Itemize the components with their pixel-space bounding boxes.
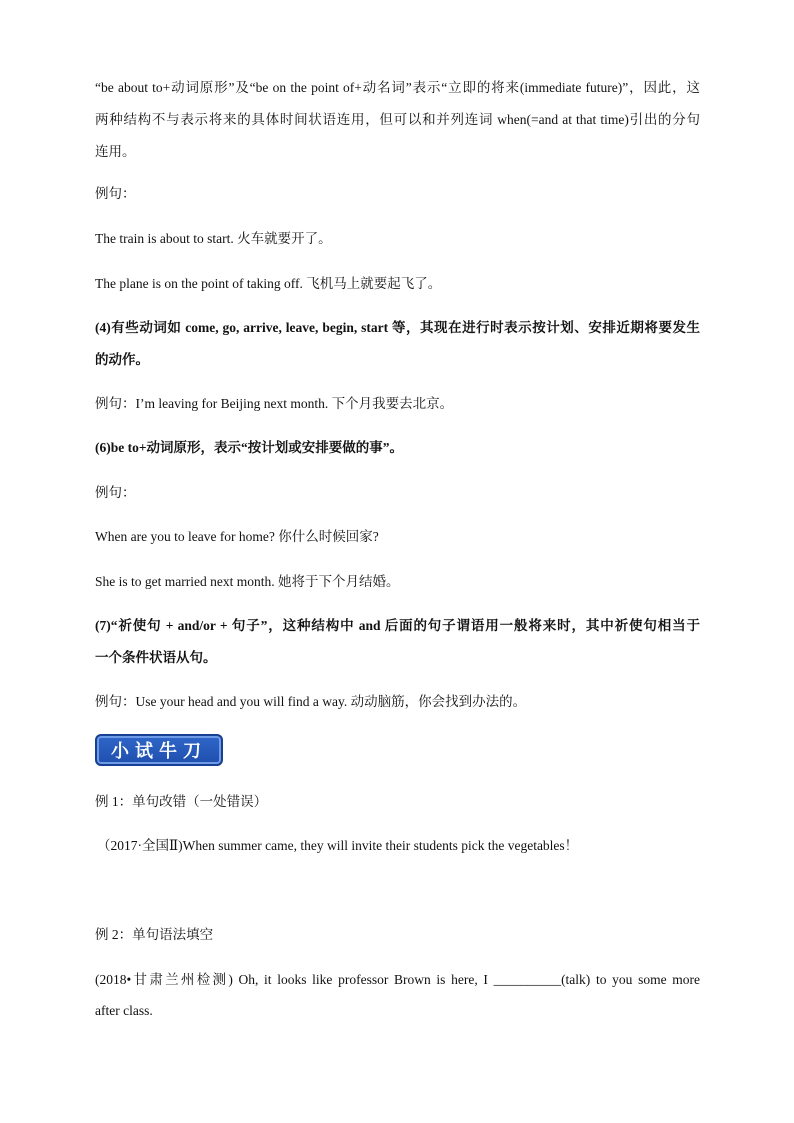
example-label: 例句： [95,485,136,500]
example-label: 例句： [95,186,136,201]
intro-paragraph-line-2: 两种结构不与表示将来的具体时间状语连用，但可以和并列连词 when(=and at that time)引出的分句 [95,112,700,127]
intro-paragraph-line-3: 连用。 [95,144,136,159]
example-sentence: The plane is on the point of taking off. 飞机马上就要起飞了。 [95,276,442,291]
example-sentence: 例句：Use your head and you will find a way. 动动脑筋，你会找到办法的。 [95,694,527,709]
rule-6: (6)be to+动词原形，表示“按计划或安排要做的事”。 [95,440,404,455]
rule-7-line-1: (7)“祈使句 + and/or + 句子”，这种结构中 and 后面的句子谓语用一般将来时，其中祈使句相当于 [95,618,700,633]
exercise-2-title: 例 2：单句语法填空 [95,927,214,942]
rule-4-line-1: (4)有些动词如 come, go, arrive, leave, begin, start 等，其现在进行时表示按计划、安排近期将要发生 [95,320,700,335]
exercise-2-line-2: after class. [95,1003,153,1018]
exercise-1-sentence: （2017·全国Ⅱ)When summer came, they will invite their students pick the vegetables！ [97,838,579,853]
exercise-2-line-1: (2018•甘肃兰州检测) Oh, it looks like professor Brown is here, I __________(talk) to you some more [95,972,700,987]
rule-7-line-2: 一个条件状语从句。 [95,650,217,665]
example-sentence: The train is about to start. 火车就要开了。 [95,231,332,246]
exercise-1-title: 例 1：单句改错（一处错误） [95,794,268,809]
section-badge: 小试牛刀 [95,734,223,766]
example-sentence: She is to get married next month. 她将于下个月结婚。 [95,574,400,589]
rule-4-line-2: 的动作。 [95,352,149,367]
intro-paragraph-line-1: “be about to+动词原形”及“be on the point of+动名词”表示“立即的将来(immediate future)”，因此，这 [95,80,700,95]
example-sentence: 例句：I’m leaving for Beijing next month. 下个月我要去北京。 [95,396,454,411]
example-sentence: When are you to leave for home? 你什么时候回家? [95,529,379,544]
